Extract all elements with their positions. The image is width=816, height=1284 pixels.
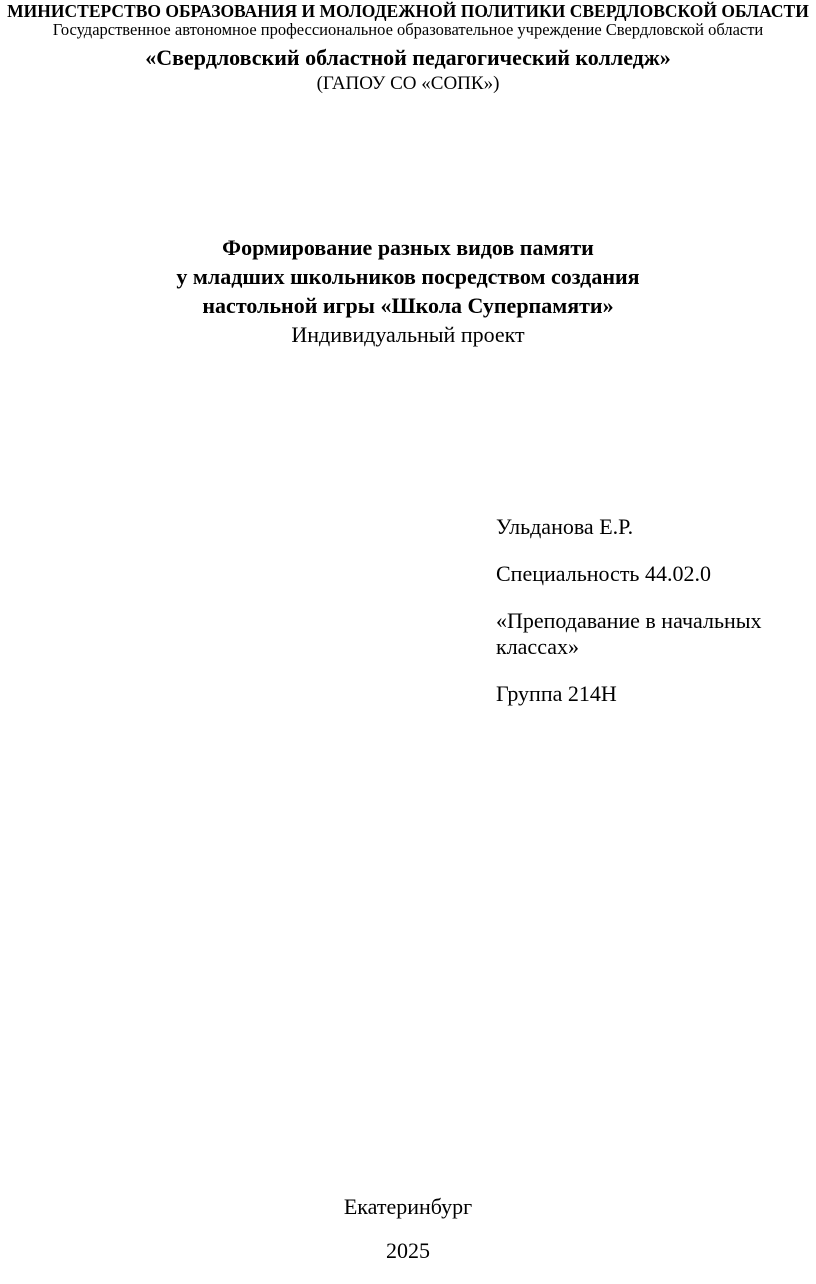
city: Екатеринбург: [343, 1194, 473, 1219]
document-type: Индивидуальный проект: [291, 322, 525, 347]
year: 2025: [386, 1238, 430, 1263]
college-name: «Свердловский областной педагогический колледж»: [145, 45, 671, 70]
author-block: [496, 514, 806, 728]
college-abbreviation: (ГАПОУ СО «СОПК»): [316, 73, 500, 94]
author-name: Ульданова Е.Р.: [496, 514, 634, 539]
specialty-code: Специальность 44.02.0: [496, 561, 711, 586]
specialty-name: «Преподавание в начальных классах»: [496, 608, 762, 659]
title-line-2: у младших школьников посредством создания: [176, 264, 640, 289]
group-number: Группа 214Н: [496, 681, 617, 706]
institution-name: Государственное автономное профессиональное образовательное учреждение Свердловской области: [52, 20, 764, 39]
title-block: [0, 233, 816, 349]
ministry-heading: МИНИСТЕРСТВО ОБРАЗОВАНИЯ И МОЛОДЕЖНОЙ ПОЛИТИКИ СВЕРДЛОВСКОЙ ОБЛАСТИ: [7, 1, 809, 21]
title-line-1: Формирование разных видов памяти: [222, 235, 594, 260]
title-line-3: настольной игры «Школа Суперпамяти»: [202, 293, 614, 318]
